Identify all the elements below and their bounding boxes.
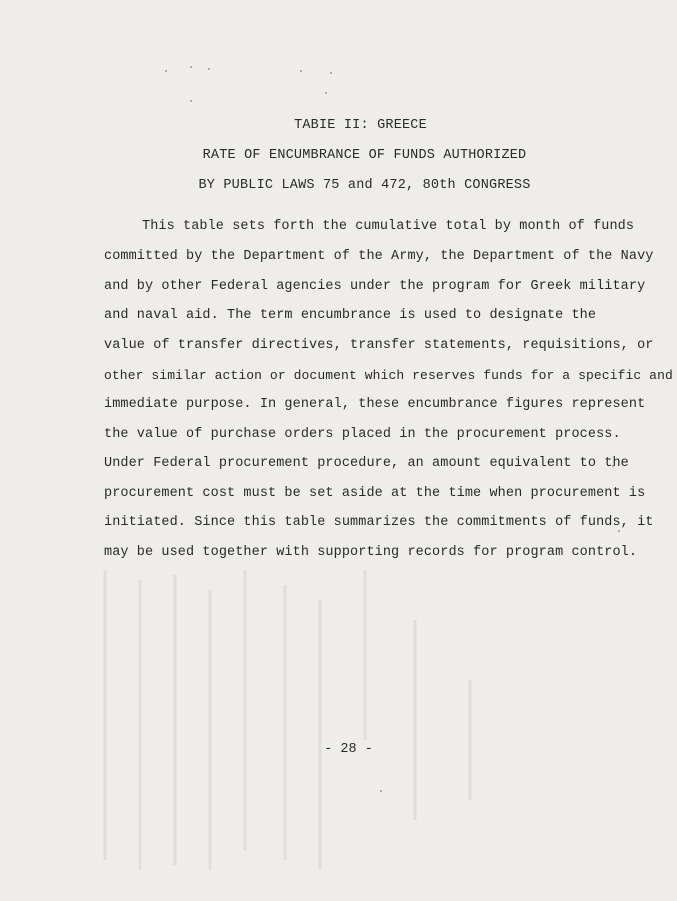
- body-line: immediate purpose. In general, these encumbrance figures represent: [104, 397, 646, 412]
- body-line: Under Federal procurement procedure, an amount equivalent to the: [104, 456, 629, 471]
- page-number: - 28 -: [324, 742, 373, 757]
- body-line: other similar action or document which reserves funds for a specific and: [104, 368, 673, 383]
- speck: [208, 68, 210, 70]
- body-line: committed by the Department of the Army, the Department of the Navy: [104, 249, 654, 264]
- body-line: value of transfer directives, transfer statements, requisitions, or: [104, 338, 654, 353]
- speck: [190, 100, 192, 102]
- table-title: TABIE II: GREECE: [294, 118, 427, 133]
- body-line: and naval aid. The term encumbrance is used to designate the: [104, 308, 597, 323]
- table-subtitle-line-2: BY PUBLIC LAWS 75 and 472, 80th CONGRESS: [198, 178, 531, 193]
- body-line: This table sets forth the cumulative total by month of funds: [142, 219, 635, 234]
- speck: [325, 92, 327, 94]
- speck: [330, 72, 332, 74]
- table-subtitle-line-1: RATE OF ENCUMBRANCE OF FUNDS AUTHORIZED: [202, 148, 527, 163]
- speck: [300, 70, 302, 72]
- body-line: procurement cost must be set aside at the time when procurement is: [104, 486, 646, 501]
- speck: [380, 790, 382, 792]
- body-line: may be used together with supporting records for program control.: [104, 545, 638, 560]
- speck: [618, 530, 620, 532]
- body-line: and by other Federal agencies under the program for Greek military: [104, 279, 646, 294]
- speck: [190, 66, 192, 68]
- body-line: initiated. Since this table summarizes the commitments of funds, it: [104, 515, 654, 530]
- body-line: the value of purchase orders placed in the procurement process.: [104, 427, 621, 442]
- speck: [165, 70, 167, 72]
- bleed-through-texture: [95, 560, 515, 880]
